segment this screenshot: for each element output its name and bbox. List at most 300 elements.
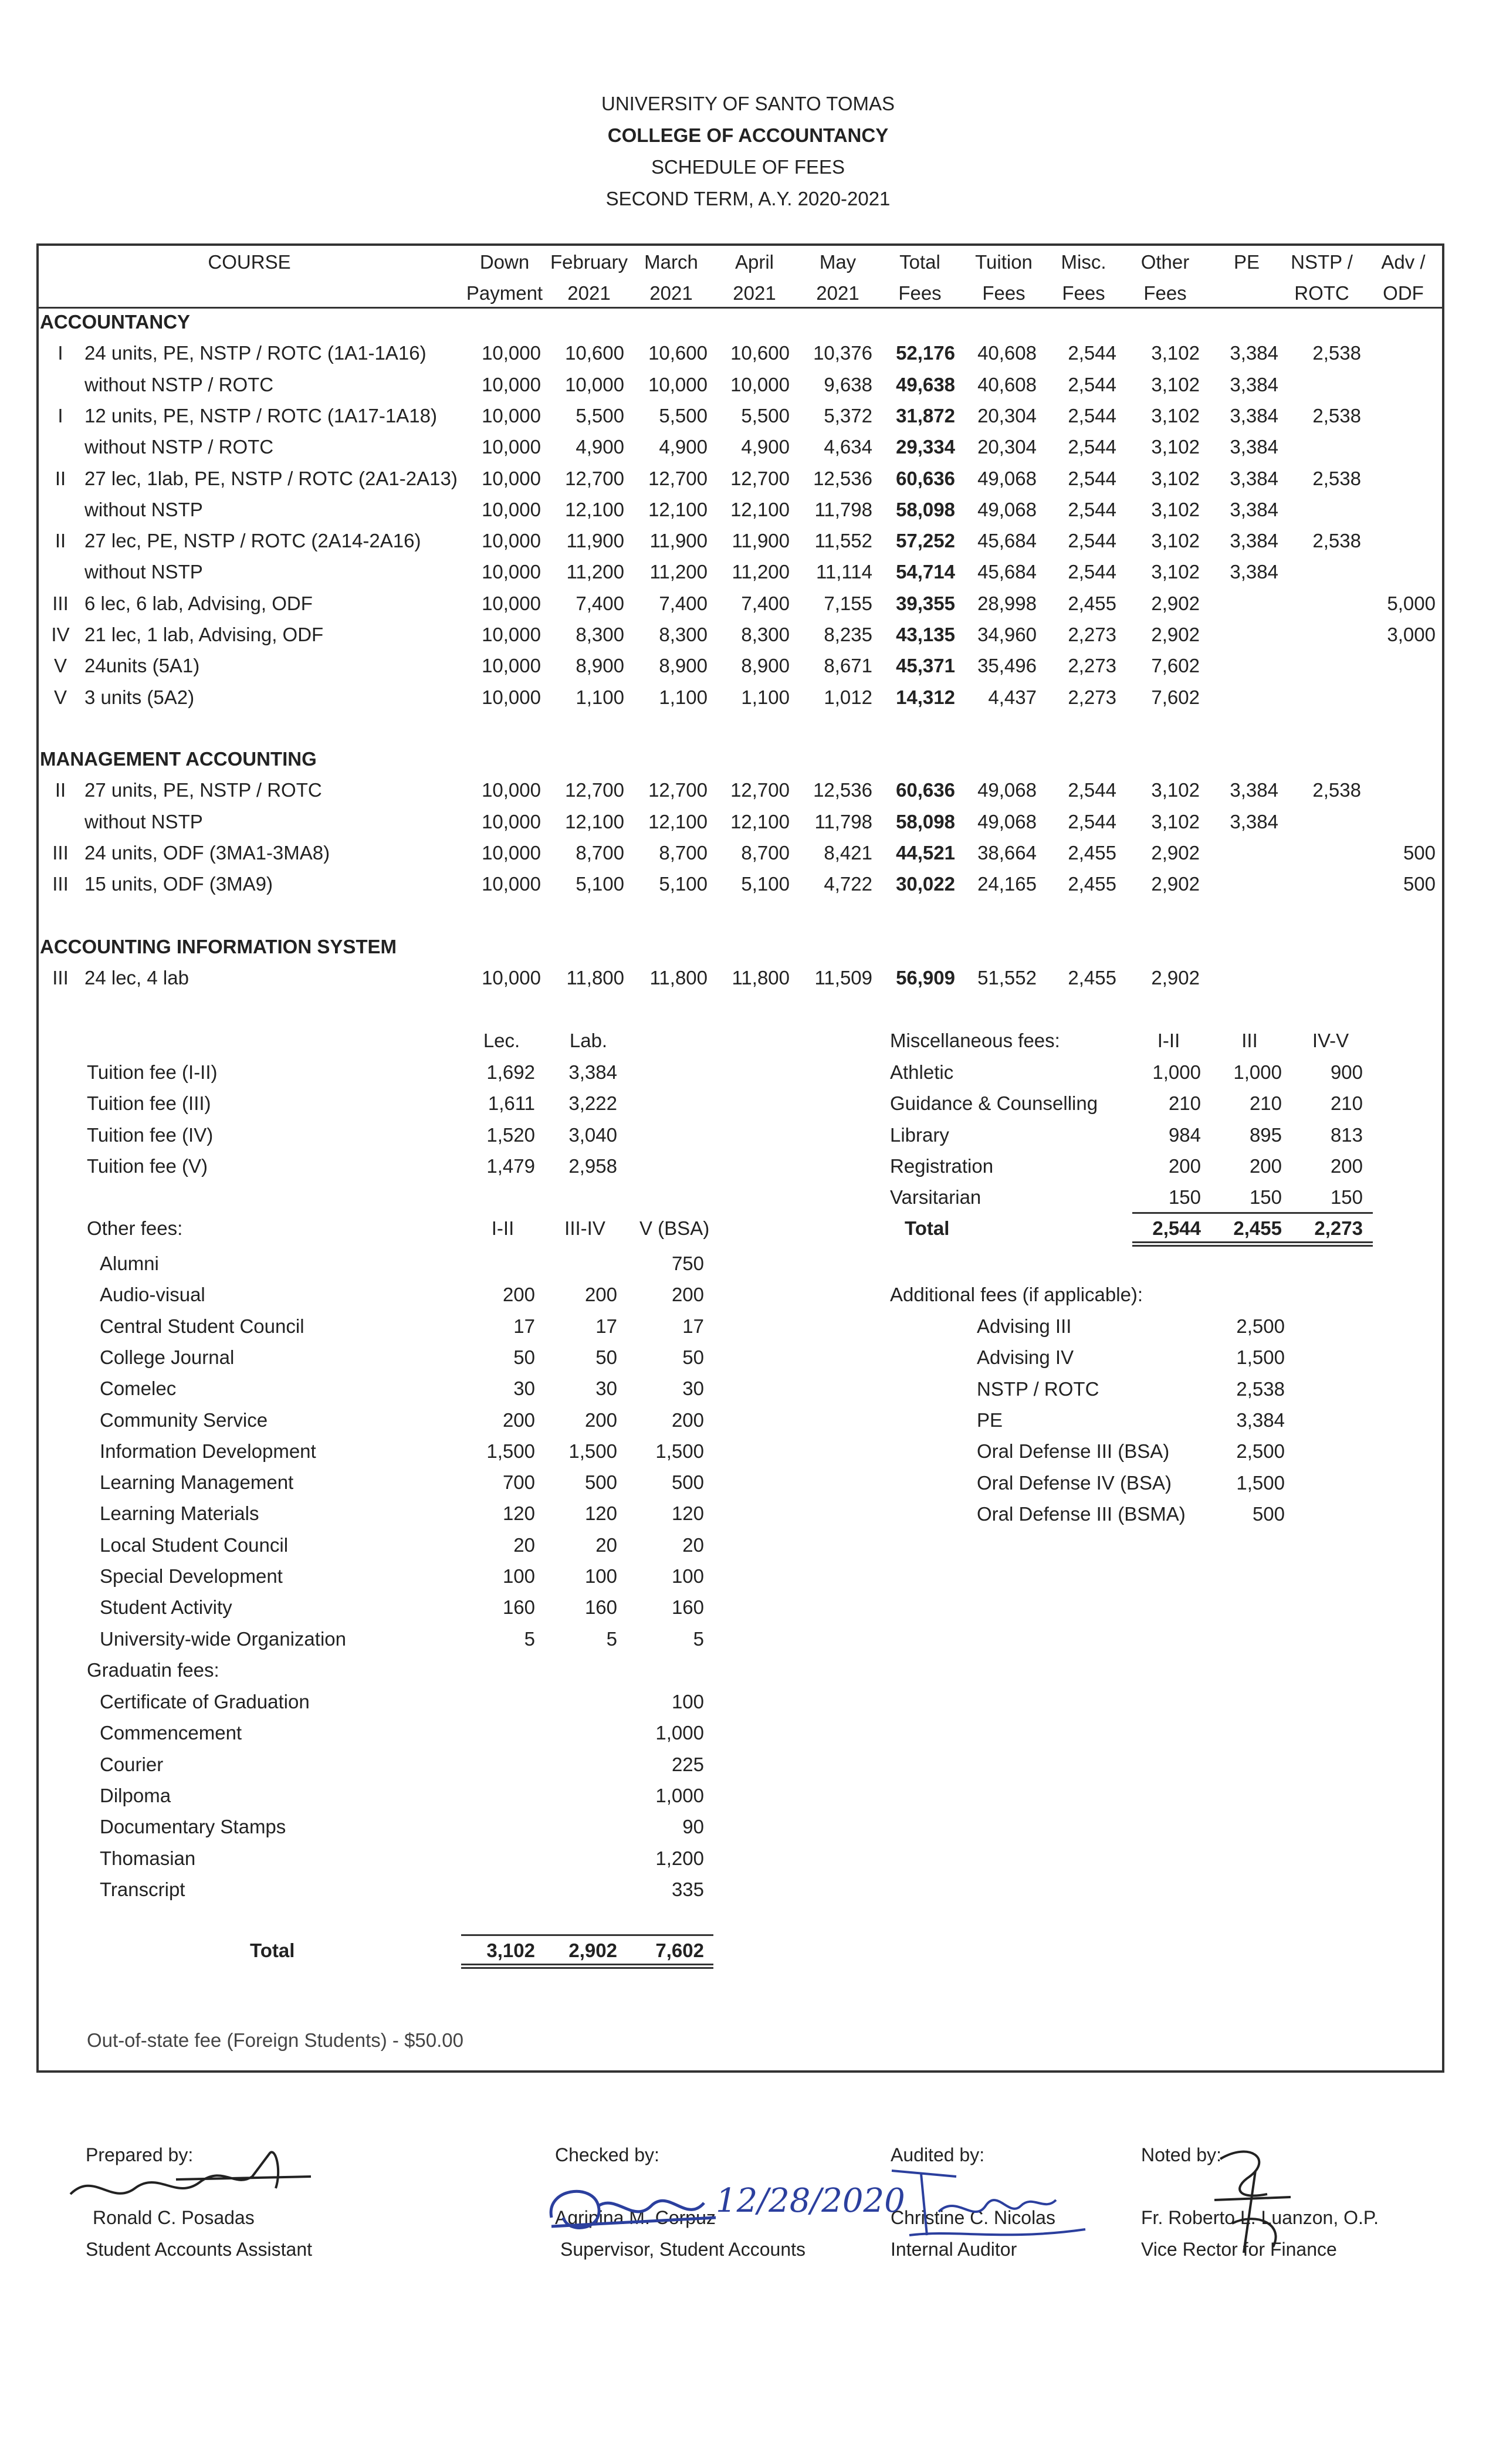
- fee-cell: 12,536: [813, 779, 872, 801]
- other-fee-value: 500: [584, 1471, 617, 1494]
- fee-cell: 57,252: [896, 530, 955, 551]
- fee-cell: 10,600: [648, 342, 708, 364]
- other-fee-value: 20: [682, 1534, 704, 1556]
- tuition-label: Tuition fee (V): [87, 1155, 208, 1177]
- fee-cell: 11,800: [566, 967, 624, 989]
- fee-cell: 10,000: [482, 779, 541, 801]
- course-description: without NSTP / ROTC: [84, 436, 274, 458]
- graduation-fee-label: Courier: [100, 1753, 164, 1775]
- fee-cell: 11,800: [732, 967, 790, 989]
- other-fee-label: Learning Materials: [100, 1502, 259, 1525]
- other-fee-value: 30: [595, 1377, 617, 1400]
- other-fee-value: 30: [682, 1377, 704, 1400]
- other-fee-value: 100: [502, 1565, 535, 1587]
- fee-cell: 51,552: [977, 967, 1037, 989]
- additional-fee-value: 3,384: [1236, 1409, 1285, 1431]
- additional-fee-value: 500: [1252, 1502, 1285, 1525]
- graduation-fees-title: Graduatin fees:: [87, 1659, 219, 1681]
- other-fee-label: University-wide Organization: [100, 1627, 346, 1650]
- fee-cell: 11,900: [732, 530, 790, 551]
- other-fee-value: 50: [595, 1346, 617, 1368]
- other-fee-label: Comelec: [100, 1377, 177, 1400]
- misc-fees-total: 2,273: [1314, 1217, 1363, 1239]
- misc-fee-value: 1,000: [1152, 1061, 1201, 1083]
- college-name: COLLEGE OF ACCOUNTANCY: [607, 124, 889, 146]
- fee-cell: 2,902: [1151, 967, 1200, 989]
- tuition-lec-header: Lec.: [483, 1030, 520, 1051]
- fee-cell: 11,200: [566, 561, 624, 583]
- column-header-top: Tuition: [975, 251, 1033, 273]
- other-fee-value: 17: [595, 1315, 617, 1337]
- fee-cell: 3,102: [1151, 811, 1200, 832]
- other-fee-value: 1,500: [655, 1440, 704, 1462]
- signatory-name: Agripina M. Corpuz: [555, 2207, 716, 2228]
- fee-cell: 1,100: [659, 686, 708, 708]
- fee-cell: 10,000: [482, 811, 541, 832]
- fee-cell: 10,000: [482, 967, 541, 989]
- fee-cell: 4,634: [824, 436, 872, 458]
- section-title: MANAGEMENT ACCOUNTING: [40, 748, 317, 770]
- other-fees-total: 3,102: [486, 1940, 535, 1961]
- fee-cell: 8,235: [824, 624, 872, 645]
- tuition-lec: 1,611: [488, 1092, 535, 1115]
- fee-cell: 49,638: [896, 374, 955, 395]
- fee-cell: 10,000: [730, 374, 790, 395]
- misc-fees-column-header: I-II: [1157, 1030, 1180, 1051]
- fee-cell: 11,798: [814, 811, 872, 832]
- course-description: 27 lec, PE, NSTP / ROTC (2A14-2A16): [84, 530, 421, 551]
- column-header-top: Down: [479, 251, 530, 273]
- fee-cell: 12,100: [648, 499, 708, 520]
- fee-cell: 10,000: [482, 624, 541, 645]
- fee-cell: 10,600: [730, 342, 790, 364]
- fee-cell: 35,496: [977, 655, 1037, 676]
- other-fee-label: Local Student Council: [100, 1534, 289, 1556]
- other-fee-value: 200: [584, 1409, 617, 1431]
- misc-fee-value: 895: [1249, 1123, 1282, 1146]
- fee-cell: 60,636: [896, 468, 955, 489]
- column-header-bottom: Fees: [1062, 282, 1105, 304]
- fee-cell: 10,600: [565, 342, 624, 364]
- fee-cell: 8,300: [576, 624, 624, 645]
- fee-cell: 12,100: [648, 811, 708, 832]
- fee-cell: 20,304: [977, 405, 1037, 427]
- tuition-label: Tuition fee (I-II): [87, 1061, 218, 1083]
- tuition-lab: 3,222: [568, 1092, 617, 1115]
- misc-fees-total: 2,455: [1233, 1217, 1282, 1239]
- fee-cell: 2,902: [1151, 873, 1200, 895]
- fee-cell: 5,372: [824, 405, 872, 427]
- fee-cell: 39,355: [896, 593, 955, 614]
- total-rule: [461, 1934, 713, 1936]
- other-fee-value: 200: [502, 1284, 535, 1306]
- fee-cell: 3,384: [1230, 374, 1278, 395]
- other-fee-value: 50: [513, 1346, 535, 1368]
- fee-cell: 11,552: [814, 530, 872, 551]
- fee-cell: 3,102: [1151, 530, 1200, 551]
- misc-fee-value: 900: [1330, 1061, 1363, 1083]
- fee-cell: 2,273: [1068, 655, 1116, 676]
- fee-cell: 4,437: [988, 686, 1037, 708]
- year-level: III: [52, 842, 69, 864]
- total-rule: [1132, 1212, 1373, 1214]
- fee-cell: 54,714: [896, 561, 955, 583]
- fee-cell: 30,022: [896, 873, 955, 895]
- additional-fee-label: PE: [977, 1409, 1003, 1431]
- course-description: without NSTP: [84, 499, 203, 520]
- fee-cell: 10,000: [482, 499, 541, 520]
- fee-cell: 20,304: [977, 436, 1037, 458]
- additional-fee-label: Oral Defense III (BSA): [977, 1440, 1170, 1463]
- additional-fee-value: 2,500: [1236, 1315, 1285, 1337]
- fee-cell: 4,900: [576, 436, 624, 458]
- graduation-fee-value: 225: [671, 1753, 704, 1775]
- other-fee-label: Audio-visual: [100, 1284, 205, 1306]
- other-fee-value: 1,500: [568, 1440, 617, 1462]
- fee-cell: 56,909: [896, 967, 955, 989]
- column-header-top: COURSE: [208, 251, 291, 273]
- fee-cell: 12,700: [565, 779, 624, 801]
- tuition-lec: 1,479: [486, 1155, 535, 1177]
- course-description: 24 units, PE, NSTP / ROTC (1A1-1A16): [84, 342, 427, 364]
- fee-cell: 3,384: [1230, 530, 1278, 551]
- signature-nicolas: [886, 2144, 1097, 2247]
- fee-cell: 2,273: [1068, 686, 1116, 708]
- column-header-bottom: 2021: [816, 282, 859, 304]
- fee-cell: 3,384: [1230, 468, 1278, 489]
- fee-cell: 10,000: [482, 374, 541, 395]
- fee-cell: 8,421: [824, 842, 872, 864]
- signatory-role: Audited by:: [891, 2144, 985, 2165]
- course-description: 24 lec, 4 lab: [84, 967, 189, 989]
- fee-cell: 2,455: [1068, 842, 1116, 864]
- column-header-top: April: [735, 251, 774, 273]
- fee-cell: 8,900: [576, 655, 624, 676]
- other-fee-value: 160: [502, 1596, 535, 1619]
- fee-cell: 3,384: [1230, 561, 1278, 583]
- column-header-bottom: ROTC: [1294, 282, 1349, 304]
- fee-cell: 3,102: [1151, 468, 1200, 489]
- fee-cell: 2,538: [1312, 530, 1361, 551]
- signature-corpuz: [540, 2171, 905, 2253]
- column-header-top: Other: [1140, 251, 1190, 273]
- tuition-lab-header: Lab.: [569, 1030, 608, 1051]
- graduation-fee-label: Transcript: [100, 1878, 185, 1900]
- university-name: UNIVERSITY OF SANTO TOMAS: [601, 93, 895, 114]
- fee-cell: 43,135: [896, 624, 955, 645]
- other-fee-value: 200: [502, 1409, 535, 1431]
- misc-fee-label: Varsitarian: [890, 1186, 981, 1209]
- fee-cell: 3,384: [1230, 779, 1278, 801]
- additional-fee-label: Advising III: [977, 1315, 1072, 1337]
- fee-cell: 12,100: [565, 499, 624, 520]
- year-level: III: [52, 967, 69, 989]
- column-header-bottom: Fees: [898, 282, 942, 304]
- other-fee-value: 500: [671, 1471, 704, 1494]
- fee-cell: 24,165: [977, 873, 1037, 895]
- misc-fee-value: 210: [1168, 1092, 1201, 1115]
- other-fee-value: 17: [513, 1315, 535, 1337]
- graduation-fee-label: Thomasian: [100, 1847, 196, 1869]
- fee-cell: 2,544: [1068, 561, 1116, 583]
- fee-cell: 11,114: [815, 561, 872, 583]
- graduation-fee-value: 335: [671, 1878, 704, 1900]
- misc-fees-total-label: Total: [905, 1217, 950, 1239]
- fee-cell: 52,176: [896, 342, 955, 364]
- course-description: 21 lec, 1 lab, Advising, ODF: [84, 624, 324, 645]
- column-header-bottom: Fees: [982, 282, 1025, 304]
- other-fee-value: 5: [606, 1627, 617, 1650]
- signatory-title: Vice Rector for Finance: [1141, 2239, 1337, 2260]
- fee-cell: 11,200: [732, 561, 790, 583]
- additional-fee-label: Advising IV: [977, 1346, 1074, 1369]
- fee-cell: 4,900: [741, 436, 790, 458]
- tuition-lab: 3,040: [568, 1123, 617, 1146]
- fee-cell: 49,068: [977, 779, 1037, 801]
- other-fee-value: 5: [693, 1627, 704, 1650]
- additional-fee-label: Oral Defense IV (BSA): [977, 1471, 1172, 1494]
- fee-cell: 12,100: [730, 811, 790, 832]
- fee-cell: 3,384: [1230, 811, 1278, 832]
- fee-cell: 60,636: [896, 779, 955, 801]
- fee-cell: 10,000: [482, 873, 541, 895]
- additional-fee-value: 2,500: [1236, 1440, 1285, 1463]
- fee-cell: 45,684: [977, 530, 1037, 551]
- fee-cell: 2,455: [1068, 967, 1116, 989]
- fee-cell: 12,700: [648, 468, 708, 489]
- fee-cell: 500: [1403, 842, 1436, 864]
- misc-fees-column-header: IV-V: [1312, 1030, 1349, 1051]
- fee-cell: 4,900: [659, 436, 708, 458]
- other-fee-value: 120: [502, 1502, 535, 1525]
- course-description: without NSTP: [84, 561, 203, 583]
- fee-cell: 10,000: [482, 561, 541, 583]
- fee-cell: 44,521: [896, 842, 955, 864]
- fee-cell: 10,000: [565, 374, 624, 395]
- column-header-bottom: Payment: [466, 282, 543, 304]
- total-rule: [1132, 1241, 1373, 1243]
- course-description: 24units (5A1): [84, 655, 200, 676]
- other-fee-value: 20: [513, 1534, 535, 1556]
- fee-cell: 3,102: [1151, 374, 1200, 395]
- fee-cell: 5,500: [659, 405, 708, 427]
- signature-date: 12/28/2020: [716, 2182, 905, 2220]
- fee-cell: 7,155: [824, 593, 872, 614]
- fee-cell: 38,664: [977, 842, 1037, 864]
- total-rule: [461, 1964, 713, 1965]
- fee-cell: 10,000: [482, 530, 541, 551]
- other-fee-value: 5: [524, 1627, 535, 1650]
- misc-fee-value: 200: [1249, 1155, 1282, 1177]
- other-fee-label: Community Service: [100, 1409, 268, 1431]
- tuition-lec: 1,692: [486, 1061, 535, 1083]
- other-fee-value: 200: [584, 1284, 617, 1306]
- misc-fees-total: 2,544: [1152, 1217, 1201, 1239]
- fee-cell: 2,544: [1068, 342, 1116, 364]
- fee-cell: 49,068: [977, 499, 1037, 520]
- fee-cell: 2,455: [1068, 593, 1116, 614]
- year-level: V: [53, 655, 67, 676]
- fee-cell: 3,000: [1387, 624, 1436, 645]
- additional-fee-value: 2,538: [1236, 1377, 1285, 1400]
- fee-cell: 2,544: [1068, 468, 1116, 489]
- fee-cell: 45,371: [896, 655, 955, 676]
- course-description: 27 units, PE, NSTP / ROTC: [84, 779, 322, 801]
- course-description: 15 units, ODF (3MA9): [84, 873, 273, 895]
- year-level: I: [57, 342, 63, 364]
- other-fee-value: 120: [584, 1502, 617, 1525]
- other-fee-value: 700: [502, 1471, 535, 1494]
- total-rule: [461, 1967, 713, 1969]
- year-level: V: [53, 686, 67, 708]
- fee-cell: 58,098: [896, 499, 955, 520]
- additional-fee-label: NSTP / ROTC: [977, 1377, 1099, 1400]
- fee-cell: 58,098: [896, 811, 955, 832]
- fee-cell: 5,500: [741, 405, 790, 427]
- fee-cell: 8,700: [576, 842, 624, 864]
- misc-fee-value: 150: [1249, 1186, 1282, 1209]
- fee-cell: 45,684: [977, 561, 1037, 583]
- graduation-fee-label: Certificate of Graduation: [100, 1691, 310, 1712]
- fee-cell: 49,068: [977, 811, 1037, 832]
- fee-cell: 10,000: [482, 405, 541, 427]
- fee-cell: 49,068: [977, 468, 1037, 489]
- fee-cell: 2,544: [1068, 374, 1116, 395]
- other-fee-value: 100: [671, 1565, 704, 1587]
- year-level: I: [57, 405, 63, 427]
- other-fee-value: 30: [513, 1377, 535, 1400]
- other-fee-label: Student Activity: [100, 1596, 232, 1619]
- fee-cell: 3,102: [1151, 342, 1200, 364]
- fee-cell: 2,544: [1068, 405, 1116, 427]
- course-description: 3 units (5A2): [84, 686, 195, 708]
- fee-cell: 2,538: [1312, 405, 1361, 427]
- header-divider: [36, 307, 1444, 309]
- fee-cell: 11,900: [649, 530, 708, 551]
- graduation-fee-value: 1,200: [655, 1847, 704, 1869]
- fee-cell: 1,100: [576, 686, 624, 708]
- tuition-lab: 3,384: [568, 1061, 617, 1083]
- fee-cell: 7,602: [1151, 686, 1200, 708]
- graduation-fee-label: Dilpoma: [100, 1784, 171, 1806]
- fee-cell: 28,998: [977, 593, 1037, 614]
- fee-cell: 7,602: [1151, 655, 1200, 676]
- fee-cell: 10,376: [813, 342, 872, 364]
- misc-fee-value: 150: [1168, 1186, 1201, 1209]
- misc-fee-label: Registration: [890, 1155, 994, 1177]
- column-header-bottom: Fees: [1143, 282, 1187, 304]
- graduation-fee-value: 1,000: [655, 1784, 704, 1806]
- other-fee-value: 160: [671, 1596, 704, 1619]
- fee-cell: 8,671: [824, 655, 872, 676]
- other-fee-value: 750: [671, 1253, 704, 1274]
- other-fees-total: 7,602: [655, 1940, 704, 1961]
- column-header-bottom: 2021: [733, 282, 776, 304]
- tuition-lab: 2,958: [568, 1155, 617, 1177]
- other-fees-column-header: V (BSA): [639, 1217, 710, 1239]
- fee-cell: 3,384: [1230, 499, 1278, 520]
- other-fee-value: 17: [682, 1315, 704, 1337]
- fee-cell: 10,000: [482, 842, 541, 864]
- fee-cell: 10,000: [648, 374, 708, 395]
- column-header-top: Misc.: [1061, 251, 1106, 273]
- other-fee-label: Central Student Council: [100, 1315, 304, 1337]
- other-fee-label: Information Development: [100, 1440, 316, 1462]
- fee-cell: 12,700: [565, 468, 624, 489]
- misc-fee-label: Library: [890, 1123, 949, 1146]
- fee-cell: 3,102: [1151, 436, 1200, 458]
- signatory-role: Checked by:: [555, 2144, 659, 2165]
- fee-cell: 8,700: [741, 842, 790, 864]
- graduation-fee-label: Commencement: [100, 1722, 242, 1744]
- fee-cell: 12,100: [565, 811, 624, 832]
- misc-fee-value: 210: [1330, 1092, 1363, 1115]
- fee-cell: 2,902: [1151, 593, 1200, 614]
- column-header-bottom: 2021: [649, 282, 693, 304]
- column-header-top: Adv /: [1381, 251, 1426, 273]
- signatory-title: Internal Auditor: [891, 2239, 1017, 2260]
- fee-cell: 4,722: [824, 873, 872, 895]
- fee-cell: 29,334: [896, 436, 955, 458]
- fee-cell: 3,102: [1151, 405, 1200, 427]
- column-header-top: March: [644, 251, 698, 273]
- year-level: II: [55, 779, 66, 801]
- misc-fee-value: 984: [1168, 1123, 1201, 1146]
- fee-cell: 3,102: [1151, 561, 1200, 583]
- fee-cell: 1,100: [741, 686, 790, 708]
- misc-fees-column-header: III: [1241, 1030, 1258, 1051]
- fee-cell: 10,000: [482, 436, 541, 458]
- fee-cell: 9,638: [824, 374, 872, 395]
- course-description: 27 lec, 1lab, PE, NSTP / ROTC (2A1-2A13): [84, 468, 458, 489]
- fee-cell: 3,102: [1151, 779, 1200, 801]
- fee-cell: 31,872: [896, 405, 955, 427]
- misc-fee-value: 210: [1249, 1092, 1282, 1115]
- misc-fee-value: 1,000: [1233, 1061, 1282, 1083]
- other-fee-value: 200: [671, 1284, 704, 1306]
- fee-cell: 11,200: [649, 561, 708, 583]
- fee-cell: 3,384: [1230, 342, 1278, 364]
- fee-cell: 3,384: [1230, 436, 1278, 458]
- signatory-name: Christine C. Nicolas: [891, 2207, 1055, 2228]
- other-fee-value: 160: [584, 1596, 617, 1619]
- column-header-bottom: 2021: [567, 282, 611, 304]
- other-fees-total: 2,902: [568, 1940, 617, 1961]
- fee-cell: 8,700: [659, 842, 708, 864]
- tuition-lec: 1,520: [486, 1123, 535, 1146]
- fee-cell: 2,902: [1151, 624, 1200, 645]
- graduation-fee-value: 90: [682, 1816, 704, 1838]
- column-header-top: Total: [899, 251, 940, 273]
- graduation-fee-value: 1,000: [655, 1722, 704, 1744]
- fee-cell: 10,000: [482, 686, 541, 708]
- fee-cell: 7,400: [576, 593, 624, 614]
- fee-cell: 2,544: [1068, 811, 1116, 832]
- fee-cell: 7,400: [659, 593, 708, 614]
- tuition-label: Tuition fee (III): [87, 1092, 211, 1115]
- other-fee-label: Alumni: [100, 1253, 159, 1274]
- fee-cell: 2,544: [1068, 499, 1116, 520]
- other-fee-value: 1,500: [486, 1440, 535, 1462]
- fee-cell: 2,544: [1068, 530, 1116, 551]
- fee-cell: 5,500: [576, 405, 624, 427]
- fee-cell: 8,300: [741, 624, 790, 645]
- fee-cell: 2,273: [1068, 624, 1116, 645]
- signature-posadas: [59, 2135, 329, 2223]
- misc-fee-value: 200: [1168, 1155, 1201, 1177]
- other-fee-value: 20: [595, 1534, 617, 1556]
- total-rule: [1132, 1245, 1373, 1247]
